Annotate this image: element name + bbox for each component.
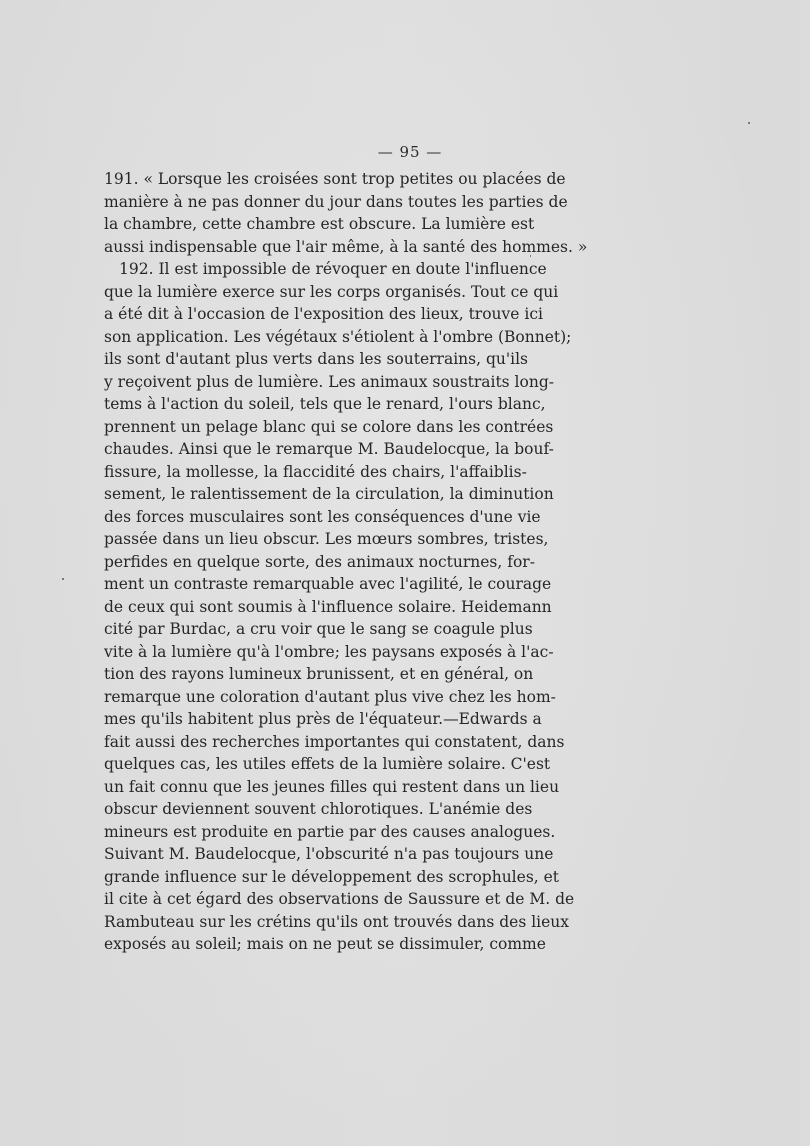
text-line: ils sont d'autant plus verts dans les souterrains, qu'ils bbox=[104, 350, 528, 368]
text-line: ment un contraste remarquable avec l'agilité, le courage bbox=[104, 575, 552, 593]
text-line: passée dans un lieu obscur. Les mœurs sombres, tristes, bbox=[104, 530, 549, 548]
text-line: un fait connu que les jeunes filles qui restent dans un lieu bbox=[104, 777, 560, 796]
text-line: quelques cas, les utiles effets de la lumière solaire. C'est bbox=[104, 755, 551, 773]
paper-speck bbox=[62, 578, 64, 580]
text-line: grande influence sur le développement des scrophules, et bbox=[104, 867, 560, 886]
text-line: exposés au soleil; mais on ne peut se dissimuler, comme bbox=[104, 935, 546, 953]
text-line: il cite à cet égard des observations de Saussure et de M. de bbox=[104, 890, 575, 908]
text-line: obscur deviennent souvent chlorotiques. L'anémie des bbox=[104, 800, 533, 818]
text-line: la chambre, cette chambre est obscure. La lumière est bbox=[104, 215, 535, 233]
text-line: vite à la lumière qu'à l'ombre; les paysans exposés à l'ac- bbox=[104, 642, 554, 661]
paper-speck bbox=[748, 122, 750, 124]
paper-speck bbox=[530, 255, 531, 257]
text-line: cité par Burdac, a cru voir que le sang se coagule plus bbox=[104, 620, 533, 638]
text-line: fissure, la mollesse, la flaccidité des chairs, l'affaiblis- bbox=[104, 462, 527, 481]
body-text bbox=[104, 168, 588, 956]
paragraph-start-line: 192. Il est impossible de révoquer en doute l'influence bbox=[119, 260, 547, 278]
text-line: sement, le ralentissement de la circulation, la diminution bbox=[104, 485, 554, 503]
text-line: Suivant M. Baudelocque, l'obscurité n'a pas toujours une bbox=[104, 845, 554, 863]
text-line: mes qu'ils habitent plus près de l'équateur.—Edwards a bbox=[104, 710, 542, 728]
text-line: Rambuteau sur les crétins qu'ils ont trouvés dans des lieux bbox=[104, 912, 570, 931]
text-line: aussi indispensable que l'air même, à la santé des hommes. » bbox=[104, 237, 588, 256]
text-line: prennent un pelage blanc qui se colore dans les contrées bbox=[104, 417, 554, 436]
text-line: manière à ne pas donner du jour dans toutes les parties de bbox=[104, 192, 568, 211]
text-line: de ceux qui sont soumis à l'influence solaire. Heidemann bbox=[104, 597, 552, 616]
text-line: y reçoivent plus de lumière. Les animaux soustraits long- bbox=[104, 372, 554, 391]
text-line: tems à l'action du soleil, tels que le renard, l'ours blanc, bbox=[104, 395, 546, 413]
text-line: perfides en quelque sorte, des animaux nocturnes, for- bbox=[104, 552, 535, 571]
text-line: des forces musculaires sont les conséquences d'une vie bbox=[104, 507, 541, 526]
text-line: tion des rayons lumineux brunissent, et en général, on bbox=[104, 665, 534, 683]
page-number: — 95 — bbox=[377, 143, 443, 161]
text-line: que la lumière exerce sur les corps organisés. Tout ce qui bbox=[104, 282, 559, 301]
text-line: mineurs est produite en partie par des causes analogues. bbox=[104, 822, 556, 841]
text-line: a été dit à l'occasion de l'exposition des lieux, trouve ici bbox=[104, 305, 543, 323]
text-line: son application. Les végétaux s'étiolent à l'ombre (Bonnet); bbox=[104, 327, 572, 346]
text-line: chaudes. Ainsi que le remarque M. Baudelocque, la bouf- bbox=[104, 440, 554, 458]
text-line: remarque une coloration d'autant plus vive chez les hom- bbox=[104, 687, 556, 706]
text-line: 191. « Lorsque les croisées sont trop petites ou placées de bbox=[104, 170, 566, 188]
text-line: fait aussi des recherches importantes qui constatent, dans bbox=[104, 732, 565, 751]
